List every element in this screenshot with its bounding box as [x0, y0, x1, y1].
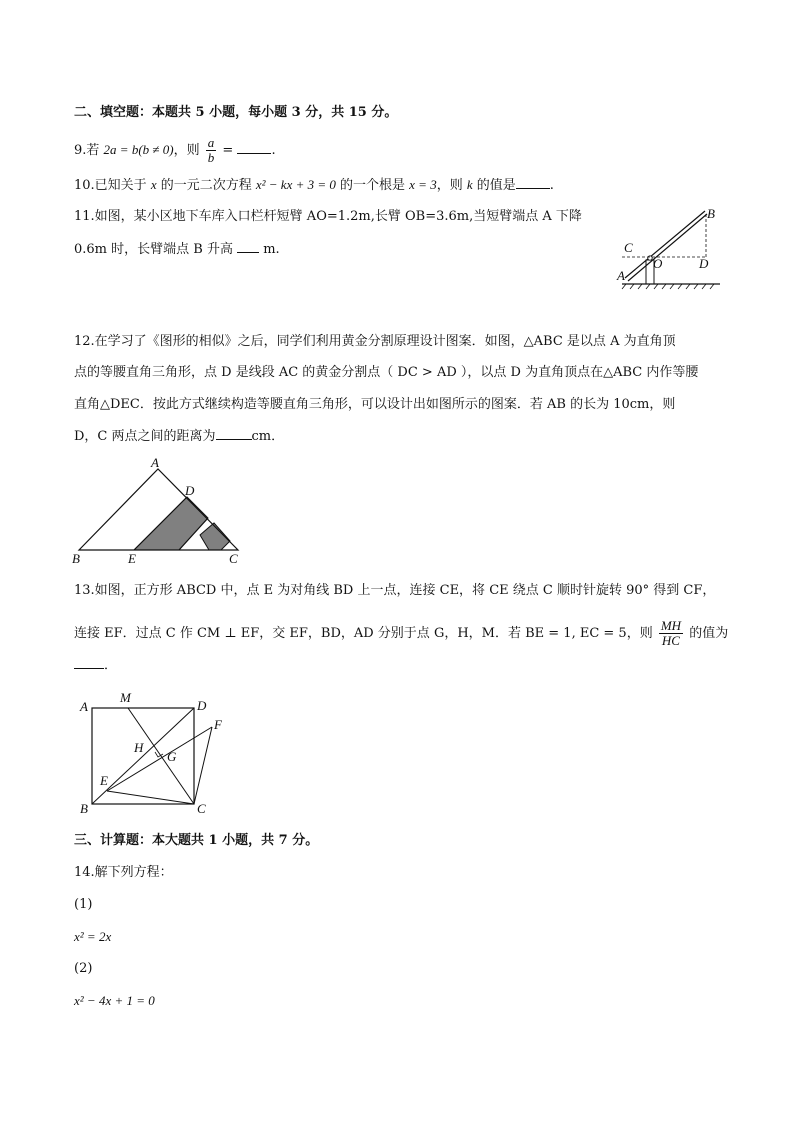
- q13-label-d: D: [197, 698, 207, 713]
- q13-label-e: E: [100, 773, 108, 788]
- q11-label-o: O: [653, 256, 663, 271]
- q13-label-m: M: [120, 690, 131, 705]
- q11-line2b: m.: [259, 242, 280, 257]
- q10-mid2: 的一个根是: [335, 178, 410, 193]
- q12-line2: 点的等腰直角三角形，点 D 是线段 AC 的黄金分割点（ DC > AD ），以点 D 为直角顶点在△ABC 内作等腰: [74, 365, 699, 380]
- q13-line2b: 的值为: [685, 626, 729, 641]
- q12-label-c: C: [229, 551, 238, 566]
- section3-heading: 三、计算题：本大题共 1 小题，共 7 分。: [74, 833, 319, 848]
- q10-suffix: 的值是: [472, 178, 516, 193]
- q9-prefix: 9.若: [74, 143, 104, 158]
- q9-frac-num: a: [207, 135, 215, 150]
- q11-label-a: A: [617, 268, 625, 283]
- q13-line3b: ．: [104, 658, 118, 673]
- q12-line4b: cm．: [251, 429, 285, 444]
- q12-label-a: A: [151, 455, 159, 470]
- q13-segment-ef: [107, 727, 212, 791]
- q9-frac-den: b: [207, 150, 215, 165]
- q14-part1-label: (1): [74, 897, 93, 912]
- q11-pivot-o: [648, 256, 652, 260]
- q9-suffix: =: [218, 143, 238, 158]
- q13-line2a: 连接 EF．过点 C 作 CM ⊥ EF，交 EF，BD，AD 分别于点 G，H，M．若 BE = 1, EC = 5，则: [74, 626, 657, 641]
- q10-prefix: 10.已知关于: [74, 178, 151, 193]
- q9-fraction: [206, 136, 217, 165]
- q11-barrier-figure: [612, 202, 724, 292]
- q10-var-k: k: [466, 177, 473, 192]
- q10-equation: x² − kx + 3 = 0: [255, 177, 336, 192]
- q12-line4: [74, 427, 284, 446]
- q11-ground-hatch: [622, 284, 714, 289]
- q11-line2: [74, 240, 280, 259]
- q11-arm-line-1: [625, 211, 705, 278]
- q12-label-d: D: [185, 483, 195, 498]
- q13-fraction: [659, 619, 683, 648]
- q12-label-e: E: [128, 551, 136, 566]
- q13-segment-cf: [194, 727, 212, 804]
- q13-label-g: G: [167, 749, 177, 764]
- q10-answer-blank[interactable]: [516, 176, 550, 189]
- q13-label-b: B: [80, 801, 88, 816]
- q13-label-h: H: [134, 740, 144, 755]
- q12-line1: 12.在学习了《图形的相似》之后，同学们利用黄金分割原理设计图案．如图，△ABC 是以点 A 为直角顶: [74, 334, 676, 349]
- q14-part2-equation: x² − 4x + 1 = 0: [74, 993, 155, 1008]
- q10-var-x: x: [150, 177, 157, 192]
- q13-label-a: A: [80, 699, 88, 714]
- q9-answer-blank[interactable]: [237, 141, 271, 154]
- q12-line4a: D，C 两点之间的距离为: [74, 429, 216, 444]
- q13-frac-den: HC: [661, 633, 680, 648]
- q13-line2: [74, 619, 728, 648]
- q14-part2-label: (2): [74, 961, 93, 976]
- q14-title: 14.解下列方程：: [74, 865, 173, 880]
- q12-golden-triangle-figure: [66, 455, 246, 571]
- q14-part1-equation: x² = 2x: [74, 929, 112, 944]
- q10-root: x = 3: [409, 177, 437, 192]
- q11-answer-blank[interactable]: [237, 240, 259, 253]
- q11-label-c: C: [624, 240, 633, 255]
- q11-line1: 11.如图，某小区地下车库入口栏杆短臂 AO=1.2m,长臂 OB=3.6m,当短臂端点 A 下降: [74, 209, 582, 224]
- q12-label-b: B: [72, 551, 80, 566]
- q13-frac-num: MH: [660, 618, 682, 633]
- q13-segment-cm: [128, 708, 194, 804]
- q12-answer-blank[interactable]: [216, 427, 252, 440]
- q11-arm-line-2: [628, 214, 707, 281]
- question-10: 10.已知关于 x 的一元二次方程 x² − kx + 3 = 0 的一个根是 x = 3，则 k 的值是 .: [74, 177, 554, 193]
- q10-mid3: ，则: [436, 178, 467, 193]
- q12-line3: 直角△DEC．按此方式继续构造等腰直角三角形，可以设计出如图所示的图案．若 AB 的长为 10cm，则: [74, 397, 676, 412]
- q9-condition: 2a = b(b ≠ 0): [103, 142, 174, 157]
- q13-label-c: C: [197, 801, 206, 816]
- q13-line1: 13.如图，正方形 ABCD 中，点 E 为对角线 BD 上一点，连接 CE，将 CE 绕点 C 顺时针旋转 90° 得到 CF，: [74, 583, 716, 598]
- q11-label-b: B: [707, 206, 715, 221]
- q13-answer-blank[interactable]: [74, 656, 104, 669]
- q10-mid1: 的一元二次方程: [156, 178, 256, 193]
- q13-square-figure: [74, 688, 234, 818]
- q13-line3: [74, 656, 117, 675]
- q13-segment-ec: [107, 791, 194, 804]
- question-9: 9.若 2a = b(b ≠ 0)，则 $\frac{a}{b}$ = .: [74, 135, 276, 165]
- q11-label-d: D: [699, 256, 709, 271]
- q13-diagonal-bd: [92, 708, 194, 804]
- q13-label-f: F: [214, 717, 222, 732]
- q11-line2a: 0.6m 时，长臂端点 B 升高: [74, 242, 238, 257]
- q9-mid: ，则: [173, 143, 204, 158]
- section2-heading: 二、填空题：本题共 5 小题，每小题 3 分，共 15 分。: [74, 105, 398, 120]
